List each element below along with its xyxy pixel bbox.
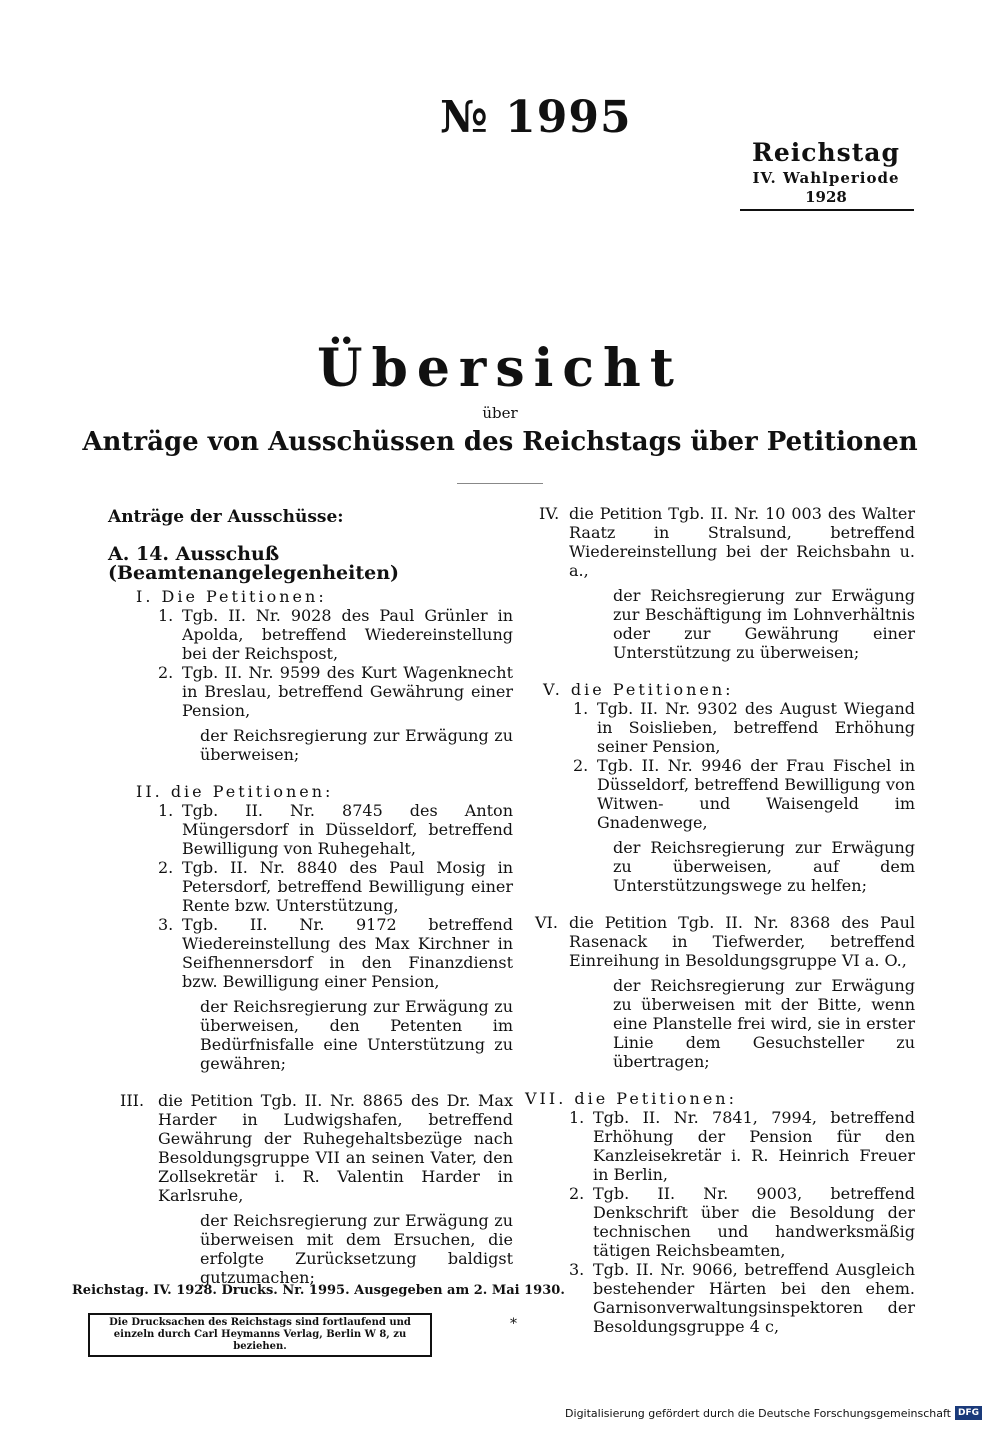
decision-text: der Reichsregierung zur Erwägung zur Beschäftigung im Lohnverhältnis oder zur Gewährung einer Unterstützung zu überweisen; [613,586,915,662]
decision-text: der Reichsregierung zur Erwägung zu überweisen mit der Bitte, wenn eine Planstelle frei wird, sie in erster Linie dem Gesuchsteller zu übertragen; [613,976,915,1071]
petition-item [158,915,513,991]
petition-section [535,913,915,970]
item-number: 2. [569,1184,585,1203]
petition-item [569,1260,915,1336]
item-number: 1. [158,606,174,625]
page-heading: Anträge von Ausschüssen des Reichstags über Petitionen [82,427,918,457]
decision-text: der Reichsregierung zur Erwägung zu überweisen, den Petenten im Bedürfnisfalle eine Unterstützung zu gewähren; [200,997,513,1073]
item-text: Tgb. II. Nr. 9302 des August Wiegand in Soislieben, betreffend Erhöhung seiner Pension, [597,699,915,756]
item-number: 3. [158,915,174,934]
decision-text: der Reichsregierung zur Erwägung zu überweisen, auf dem Unterstützungswege zu helfen; [613,838,915,895]
decorative-rule [457,483,543,484]
publisher-notice: Die Drucksachen des Reichstags sind fortlaufend und einzeln durch Carl Heymanns Verlag, Berlin W 8, zu beziehen. [88,1313,432,1357]
print-info: Reichstag. IV. 1928. Drucks. Nr. 1995. Ausgegeben am 2. Mai 1930. [72,1283,565,1298]
item-text: Tgb. II. Nr. 9066, betreffend Ausgleich bestehender Härten bei den ehem. Garnisonverwaltungsinspektoren der Besoldungsgruppe 4 c, [593,1260,915,1336]
decision-text: der Reichsregierung zur Erwägung zu überweisen; [200,726,513,764]
footer-star: * [510,1316,517,1332]
item-text: Tgb. II. Nr. 9599 des Kurt Wagenknecht in Breslau, betreffend Gewährung einer Pension, [182,663,513,720]
dfg-credit [565,1406,982,1420]
item-text: Tgb. II. Nr. 9028 des Paul Grünler in Apolda, betreffend Wiedereinstellung bei der Reichspost, [182,606,513,663]
section-number: VI. [535,913,558,932]
item-number: 2. [158,663,174,682]
document-number: № 1995 [440,92,632,143]
item-text: Tgb. II. Nr. 7841, 7994, betreffend Erhöhung der Pension für den Kanzleisekretär i. R. Heinrich Freuer in Berlin, [593,1108,915,1184]
reichstag-header [738,138,914,206]
item-number: 3. [569,1260,585,1279]
title-connector: über [482,404,518,422]
petition-item [573,756,915,832]
section-text: die Petition Tgb. II. Nr. 8368 des Paul Rasenack in Tiefwerder, betreffend Einreihung in Besoldungsgruppe VI a. O., [569,913,915,970]
item-text: Tgb. II. Nr. 9172 betreffend Wiedereinstellung des Max Kirchner in Seifhennersdorf in den Finanzdienst bzw. Bewilligung einer Pension, [182,915,513,991]
section-label: II. die Petitionen: [136,782,334,801]
petition-section [120,1091,513,1205]
petition-item [573,699,915,756]
item-text: Tgb. II. Nr. 9946 der Frau Fischel in Düsseldorf, betreffend Bewilligung von Witwen- und Waisengeld im Gnadenwege, [597,756,915,832]
section-number: IV. [539,504,560,523]
item-number: 1. [569,1108,585,1127]
section-label: V. die Petitionen: [543,680,734,699]
page-title: Übersicht [317,338,683,399]
petition-item [158,801,513,858]
petition-item [158,858,513,915]
petition-item [158,606,513,663]
section-heading: Anträge der Ausschüsse: [108,507,344,527]
section-text: die Petition Tgb. II. Nr. 10 003 des Walter Raatz in Stralsund, betreffend Wiedereinstellung bei der Reichsbahn u. a., [569,504,915,580]
right-column [525,504,915,1336]
item-text: Tgb. II. Nr. 8745 des Anton Müngersdorf in Düsseldorf, betreffend Bewilligung von Ruhegehalt, [182,801,513,858]
item-number: 1. [573,699,589,718]
reichstag-title: Reichstag [752,138,900,167]
item-text: Tgb. II. Nr. 9003, betreffend Denkschrift über die Besoldung der technischen und handwerksmäßig tätigen Reichsbeamten, [593,1184,915,1260]
header-rule [740,209,914,211]
item-number: 2. [158,858,174,877]
left-column [108,508,513,1287]
dfg-credit-text: Digitalisierung gefördert durch die Deutsche Forschungsgemeinschaft [565,1406,951,1420]
section-number: III. [120,1091,145,1110]
dfg-logo-icon: DFG [955,1406,982,1420]
item-number: 2. [573,756,589,775]
petition-item [158,663,513,720]
petition-section [539,504,915,580]
section-label: VII. die Petitionen: [525,1089,737,1108]
item-text: Tgb. II. Nr. 8840 des Paul Mosig in Petersdorf, betreffend Bewilligung einer Rente bzw. Unterstützung, [182,858,513,915]
section-text: die Petition Tgb. II. Nr. 8865 des Dr. Max Harder in Ludwigshafen, betreffend Gewährung der Ruhegehaltsbezüge nach Besoldungsgruppe VII an seinen Vater, den Zollsekretär i. R. Valentin Harder in Karlsruhe, [158,1091,513,1205]
section-label: I. Die Petitionen: [136,587,327,606]
year: 1928 [805,188,847,206]
petition-item [569,1108,915,1184]
petition-item [569,1184,915,1260]
election-period: IV. Wahlperiode [752,169,900,187]
item-number: 1. [158,801,174,820]
committee-heading: A. 14. Ausschuß (Beamtenangelegenheiten) [108,543,400,584]
decision-text: der Reichsregierung zur Erwägung zu überweisen mit dem Ersuchen, die erfolgte Zurücksetzung baldigst gutzumachen; [200,1211,513,1287]
